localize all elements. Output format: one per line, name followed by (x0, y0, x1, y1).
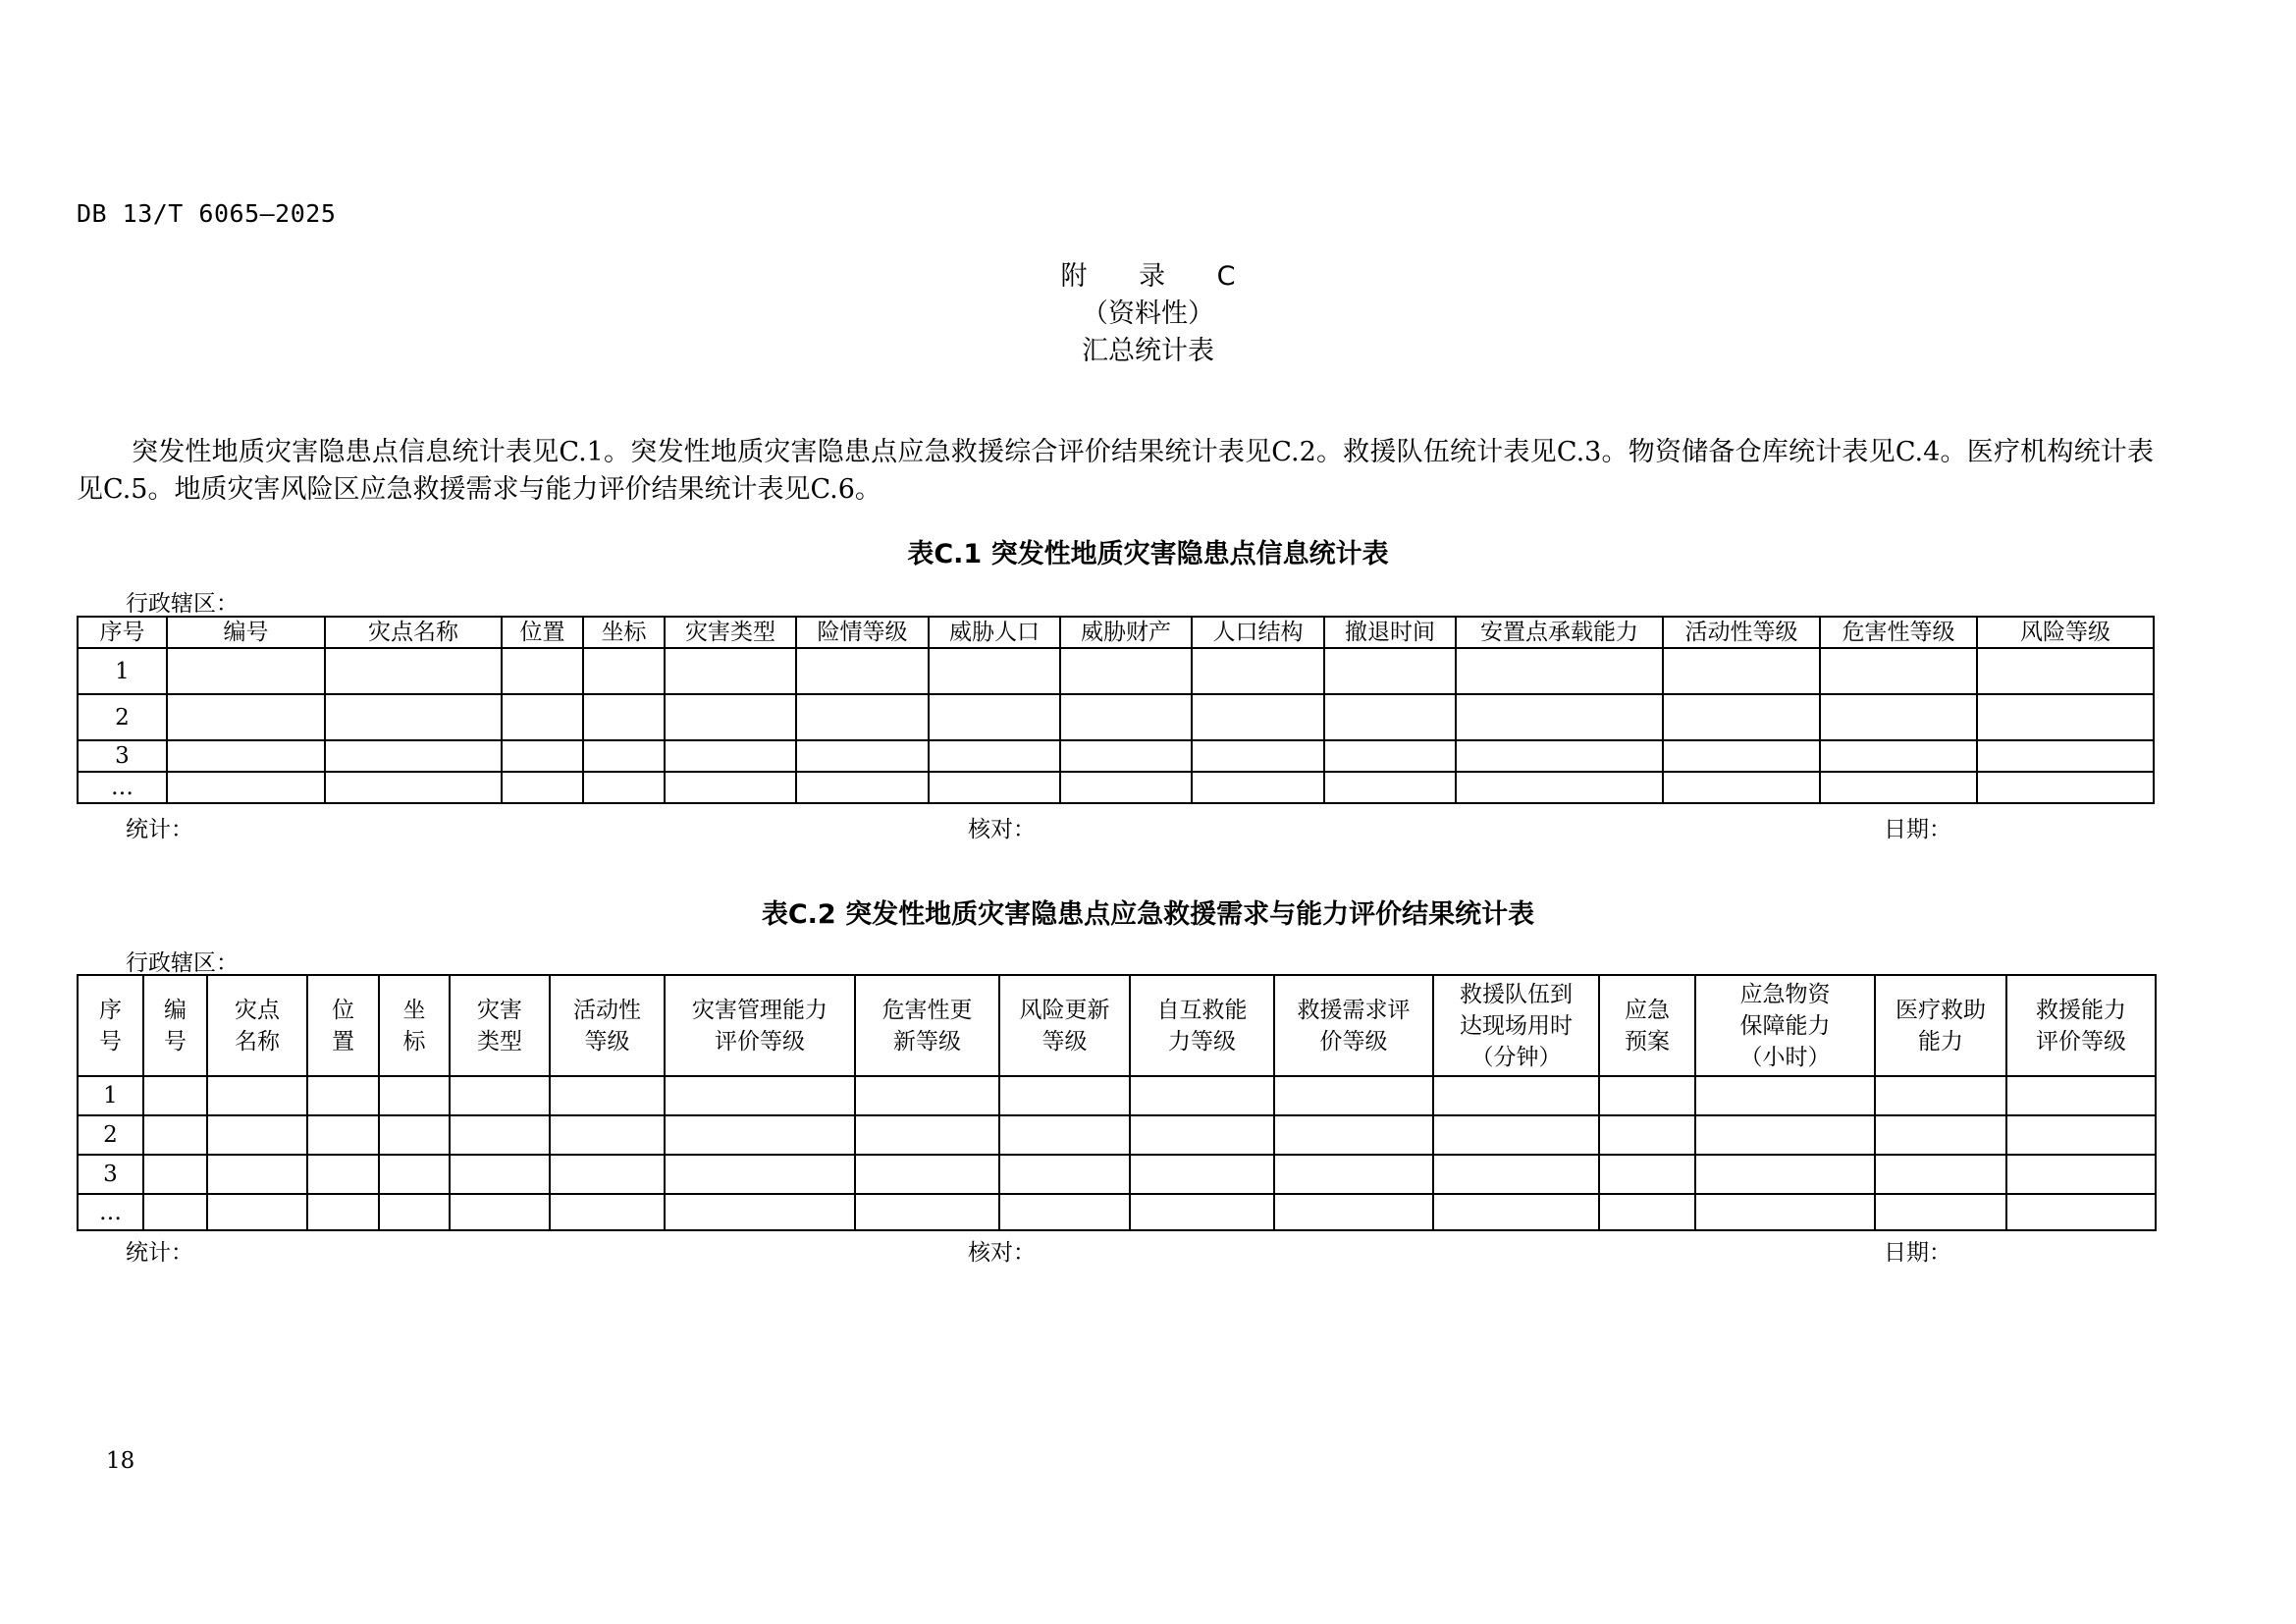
table-cell (1130, 1155, 1274, 1194)
table-cell (502, 694, 583, 740)
row-number-cell: 3 (78, 1155, 143, 1194)
table1-check-label: 核对： (968, 817, 1036, 842)
table-cell (207, 1194, 307, 1230)
table-cell (796, 694, 929, 740)
table-cell (929, 648, 1060, 694)
table-cell (1192, 772, 1324, 803)
table1-header-row (78, 617, 2154, 648)
table-cell (143, 1194, 207, 1230)
table-cell (207, 1076, 307, 1115)
table-cell (307, 1076, 379, 1115)
table-cell (1060, 772, 1192, 803)
table-cell (665, 1194, 855, 1230)
table-row (78, 772, 2154, 803)
table-cell (1324, 648, 1456, 694)
table-cell (665, 1155, 855, 1194)
table-cell (1695, 1194, 1875, 1230)
table-cell (502, 740, 583, 772)
row-number-cell: 1 (78, 648, 167, 694)
table-cell (1433, 1115, 1599, 1155)
appendix-nature: （资料性） (1082, 298, 1214, 329)
table-cell (929, 772, 1060, 803)
table-cell (325, 648, 502, 694)
table-cell (1875, 1155, 2006, 1194)
table-cell (1663, 740, 1820, 772)
table-cell (1599, 1076, 1695, 1115)
table1-header-cell: 灾点名称 (325, 617, 502, 648)
table-cell (1456, 694, 1663, 740)
table-cell (1192, 648, 1324, 694)
table-cell (167, 740, 325, 772)
table-cell (1820, 694, 1977, 740)
table-cell (665, 740, 796, 772)
table-cell (1060, 694, 1192, 740)
table2-header-row (78, 975, 2156, 1076)
table-cell (550, 1194, 665, 1230)
table1-header-cell: 人口结构 (1192, 617, 1324, 648)
table2-header-cell: 危害性更 新等级 (855, 975, 999, 1076)
table-cell (1456, 740, 1663, 772)
table-cell (929, 740, 1060, 772)
table2-header-cell: 应急物资 保障能力 （小时） (1695, 975, 1875, 1076)
table-row (78, 648, 2154, 694)
table1-caption: 表C.1 突发性地质灾害隐患点信息统计表 (907, 539, 1389, 569)
table-cell (379, 1115, 450, 1155)
table2-stat-label: 统计： (126, 1240, 193, 1266)
table1-header-cell: 编号 (167, 617, 325, 648)
table-cell (1324, 772, 1456, 803)
table-cell (502, 648, 583, 694)
table-row (78, 1076, 2156, 1115)
table1-header-cell: 威胁财产 (1060, 617, 1192, 648)
table2-header-cell: 编 号 (143, 975, 207, 1076)
table1-header-cell: 活动性等级 (1663, 617, 1820, 648)
table-cell (855, 1115, 999, 1155)
table2 (77, 974, 2157, 1231)
table-cell (167, 772, 325, 803)
table-row (78, 1194, 2156, 1230)
row-number-cell: … (78, 1194, 143, 1230)
table-cell (1977, 648, 2154, 694)
table-cell (379, 1076, 450, 1115)
table-cell (167, 648, 325, 694)
table1-region-label: 行政辖区： (126, 591, 239, 617)
table-cell (307, 1194, 379, 1230)
table-cell (665, 1076, 855, 1115)
table-cell (1663, 648, 1820, 694)
table2-header-cell: 活动性 等级 (550, 975, 665, 1076)
table-cell (1820, 648, 1977, 694)
table-cell (855, 1155, 999, 1194)
table-cell (1599, 1155, 1695, 1194)
table-cell (207, 1155, 307, 1194)
table-cell (143, 1155, 207, 1194)
table-cell (450, 1076, 550, 1115)
table2-header-cell: 救援需求评 价等级 (1274, 975, 1433, 1076)
table-cell (167, 694, 325, 740)
table-cell (2006, 1115, 2156, 1155)
table-cell (207, 1115, 307, 1155)
table2-header-cell: 救援队伍到 达现场用时 （分钟） (1433, 975, 1599, 1076)
table-cell (1820, 740, 1977, 772)
table1-header-cell: 序号 (78, 617, 167, 648)
page-number: 18 (106, 1448, 135, 1474)
appendix-subject: 汇总统计表 (1082, 336, 1214, 366)
table2-date-label: 日期： (1884, 1240, 1951, 1266)
table1-stat-label: 统计： (126, 817, 193, 842)
table-cell (796, 740, 929, 772)
table-cell (1274, 1076, 1433, 1115)
table-cell (1599, 1115, 1695, 1155)
table-cell (307, 1115, 379, 1155)
table2-header-cell: 序 号 (78, 975, 143, 1076)
table-cell (929, 694, 1060, 740)
table-cell (2006, 1194, 2156, 1230)
table-cell (379, 1194, 450, 1230)
table-cell (665, 1115, 855, 1155)
table2-caption: 表C.2 突发性地质灾害隐患点应急救援需求与能力评价结果统计表 (761, 899, 1535, 930)
table-cell (1875, 1194, 2006, 1230)
table1-header-cell: 险情等级 (796, 617, 929, 648)
standard-code: DB 13/T 6065—2025 (77, 199, 337, 228)
table-cell (1274, 1115, 1433, 1155)
table2-header-cell: 灾害管理能力 评价等级 (665, 975, 855, 1076)
table-row (78, 694, 2154, 740)
table-cell (1060, 740, 1192, 772)
table-cell (1695, 1076, 1875, 1115)
table-cell (583, 648, 665, 694)
table1-header-cell: 坐标 (583, 617, 665, 648)
table2-header-cell: 坐 标 (379, 975, 450, 1076)
table-cell (999, 1194, 1130, 1230)
table-cell (1875, 1115, 2006, 1155)
table-row (78, 1155, 2156, 1194)
table-cell (583, 740, 665, 772)
table-cell (1324, 694, 1456, 740)
table-cell (1875, 1076, 2006, 1115)
table-cell (855, 1194, 999, 1230)
row-number-cell: 2 (78, 1115, 143, 1155)
table-cell (1192, 694, 1324, 740)
table2-header-cell: 救援能力 评价等级 (2006, 975, 2156, 1076)
table-cell (1977, 740, 2154, 772)
table2-region-label: 行政辖区： (126, 950, 239, 976)
table1-header-cell: 威胁人口 (929, 617, 1060, 648)
table-cell (450, 1194, 550, 1230)
row-number-cell: … (78, 772, 167, 803)
table-cell (450, 1115, 550, 1155)
table-cell (1695, 1115, 1875, 1155)
table-row (78, 1115, 2156, 1155)
intro-paragraph: 突发性地质灾害隐患点信息统计表见C.1。突发性地质灾害隐患点应急救援综合评价结果统计表见C.2。救援队伍统计表见C.3。物资储备仓库统计表见C.4。医疗机构统计表见C.5。地质灾害风险区应急救援需求与能力评价结果统计表见C.6。 (77, 437, 2154, 505)
table-cell (1130, 1115, 1274, 1155)
table2-header-cell: 灾点 名称 (207, 975, 307, 1076)
table-cell (1433, 1076, 1599, 1115)
table-cell (502, 772, 583, 803)
appendix-title: 附 录 C (1060, 261, 1257, 292)
table-cell (1192, 740, 1324, 772)
table-cell (143, 1076, 207, 1115)
table1-header-cell: 安置点承载能力 (1456, 617, 1663, 648)
table-cell (1060, 648, 1192, 694)
table1-date-label: 日期： (1884, 817, 1951, 842)
table2-header-cell: 应急 预案 (1599, 975, 1695, 1076)
table-cell (665, 648, 796, 694)
table1-header-cell: 危害性等级 (1820, 617, 1977, 648)
table2-header-cell: 风险更新 等级 (999, 975, 1130, 1076)
table-cell (1433, 1155, 1599, 1194)
table-cell (1977, 694, 2154, 740)
table1-header-cell: 位置 (502, 617, 583, 648)
table-cell (796, 772, 929, 803)
table-cell (1820, 772, 1977, 803)
table-cell (1274, 1194, 1433, 1230)
table-cell (325, 694, 502, 740)
appendix-heading (0, 258, 2296, 370)
table1-header-cell: 撤退时间 (1324, 617, 1456, 648)
table-cell (999, 1155, 1130, 1194)
table-cell (2006, 1076, 2156, 1115)
table2-check-label: 核对： (968, 1240, 1036, 1266)
table-cell (325, 740, 502, 772)
row-number-cell: 1 (78, 1076, 143, 1115)
table2-header-cell: 灾害 类型 (450, 975, 550, 1076)
table-cell (999, 1115, 1130, 1155)
table-cell (2006, 1155, 2156, 1194)
table-cell (1695, 1155, 1875, 1194)
table-cell (1274, 1155, 1433, 1194)
table1 (77, 616, 2155, 804)
table-cell (855, 1076, 999, 1115)
table-cell (1663, 694, 1820, 740)
table-row (78, 740, 2154, 772)
table-cell (1456, 772, 1663, 803)
table-cell (665, 694, 796, 740)
table-cell (1130, 1076, 1274, 1115)
table-cell (1324, 740, 1456, 772)
table-cell (550, 1076, 665, 1115)
table-cell (796, 648, 929, 694)
table-cell (550, 1155, 665, 1194)
table2-header-cell: 位 置 (307, 975, 379, 1076)
table-cell (1433, 1194, 1599, 1230)
table-cell (1599, 1194, 1695, 1230)
table2-header-cell: 医疗救助 能力 (1875, 975, 2006, 1076)
table-cell (665, 772, 796, 803)
table2-header-cell: 自互救能 力等级 (1130, 975, 1274, 1076)
table-cell (450, 1155, 550, 1194)
table1-header-cell: 风险等级 (1977, 617, 2154, 648)
table-cell (143, 1115, 207, 1155)
table-cell (583, 694, 665, 740)
table-cell (379, 1155, 450, 1194)
table-cell (1977, 772, 2154, 803)
table-cell (999, 1076, 1130, 1115)
table-cell (1663, 772, 1820, 803)
table-cell (583, 772, 665, 803)
table1-header-cell: 灾害类型 (665, 617, 796, 648)
row-number-cell: 2 (78, 694, 167, 740)
table-cell (307, 1155, 379, 1194)
table-cell (325, 772, 502, 803)
row-number-cell: 3 (78, 740, 167, 772)
table-cell (1456, 648, 1663, 694)
table-cell (550, 1115, 665, 1155)
table-cell (1130, 1194, 1274, 1230)
